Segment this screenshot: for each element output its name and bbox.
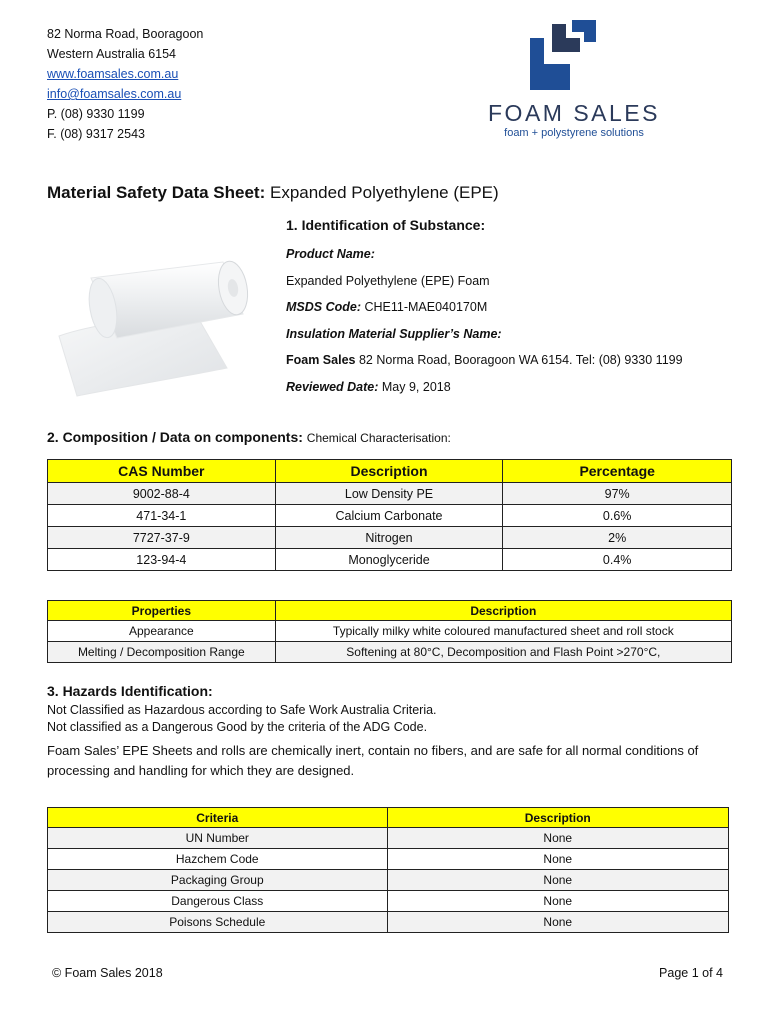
foam-sales-logo bbox=[474, 20, 674, 145]
column-header: Percentage bbox=[503, 460, 732, 483]
table-row bbox=[48, 483, 732, 505]
table-row bbox=[48, 621, 732, 642]
address-line-1: 82 Norma Road, Booragoon bbox=[47, 27, 204, 41]
foam-roll-image bbox=[47, 218, 267, 418]
table-cell: None bbox=[387, 891, 728, 912]
table-row bbox=[48, 828, 729, 849]
hazard-criteria-table bbox=[47, 807, 729, 933]
table-row bbox=[48, 870, 729, 891]
column-header: Criteria bbox=[48, 808, 388, 828]
logo-tagline: foam + polystyrene solutions bbox=[504, 127, 644, 139]
column-header: Description bbox=[275, 601, 731, 621]
table-row bbox=[48, 891, 729, 912]
supplier-name: Foam Sales bbox=[286, 353, 356, 367]
composition-heading-text: 2. Composition / Data on components: bbox=[47, 429, 303, 445]
properties-table-header bbox=[48, 601, 732, 621]
composition-table bbox=[47, 459, 732, 571]
supplier-details: 82 Norma Road, Booragoon WA 6154. Tel: (08) 9330 1199 bbox=[358, 353, 683, 367]
composition-subheading: Chemical Characterisation: bbox=[306, 431, 451, 445]
table-cell: None bbox=[387, 912, 728, 933]
table-row bbox=[48, 527, 732, 549]
hazards-line-1: Not Classified as Hazardous according to Safe Work Australia Criteria. bbox=[47, 703, 437, 717]
hazards-section bbox=[47, 683, 737, 781]
hazard-table-header bbox=[48, 808, 729, 828]
composition-heading bbox=[47, 429, 451, 445]
table-cell: 0.6% bbox=[503, 505, 732, 527]
supplier-label: Insulation Material Supplier’s Name: bbox=[286, 326, 502, 341]
foam-sales-logo-mark-icon bbox=[526, 20, 598, 92]
email-link[interactable]: info@foamsales.com.au bbox=[47, 87, 182, 101]
table-cell: Typically milky white coloured manufactured sheet and roll stock bbox=[275, 621, 731, 642]
logo-wordmark: FOAM SALES bbox=[488, 100, 660, 126]
table-cell: Appearance bbox=[48, 621, 276, 642]
properties-table bbox=[47, 600, 732, 663]
table-cell: Monoglyceride bbox=[275, 549, 503, 571]
column-header: Properties bbox=[48, 601, 276, 621]
reviewed-date-label: Reviewed Date: bbox=[286, 379, 379, 394]
table-cell: None bbox=[387, 870, 728, 891]
website-link[interactable]: www.foamsales.com.au bbox=[47, 67, 179, 81]
table-cell: 2% bbox=[503, 527, 732, 549]
msds-code-value: CHE11-MAE040170M bbox=[364, 300, 488, 314]
table-cell: Nitrogen bbox=[275, 527, 503, 549]
document-title-label: Material Safety Data Sheet: bbox=[47, 183, 266, 202]
address-line-2: Western Australia 6154 bbox=[47, 47, 177, 61]
table-row bbox=[48, 642, 732, 663]
identification-section bbox=[286, 217, 746, 403]
table-cell: 97% bbox=[503, 483, 732, 505]
table-row bbox=[48, 849, 729, 870]
column-header: Description bbox=[387, 808, 728, 828]
table-cell: Calcium Carbonate bbox=[275, 505, 503, 527]
table-row bbox=[48, 912, 729, 933]
table-cell: 0.4% bbox=[503, 549, 732, 571]
table-cell: Poisons Schedule bbox=[48, 912, 388, 933]
column-header: Description bbox=[275, 460, 503, 483]
table-cell: Softening at 80°C, Decomposition and Flash Point >270°C, bbox=[275, 642, 731, 663]
hazards-paragraph: Foam Sales’ EPE Sheets and rolls are chemically inert, contain no fibers, and are safe for all normal conditions of processing and handling for which they are designed. bbox=[47, 743, 699, 778]
footer-page-number: Page 1 of 4 bbox=[659, 966, 723, 980]
table-row bbox=[48, 505, 732, 527]
composition-table-header bbox=[48, 460, 732, 483]
table-cell: Low Density PE bbox=[275, 483, 503, 505]
table-row bbox=[48, 549, 732, 571]
table-cell: 7727-37-9 bbox=[48, 527, 276, 549]
company-address-block bbox=[47, 24, 203, 144]
document-title bbox=[47, 183, 499, 203]
product-name-value: Expanded Polyethylene (EPE) Foam bbox=[286, 273, 490, 288]
reviewed-date-value: May 9, 2018 bbox=[381, 379, 451, 394]
hazards-heading: 3. Hazards Identification: bbox=[47, 683, 213, 699]
table-cell: Packaging Group bbox=[48, 870, 388, 891]
document-title-value: Expanded Polyethylene (EPE) bbox=[269, 183, 499, 202]
identification-heading: 1. Identification of Substance: bbox=[286, 217, 486, 233]
hazards-line-2: Not classified as a Dangerous Good by the criteria of the ADG Code. bbox=[47, 720, 428, 734]
table-cell: None bbox=[387, 849, 728, 870]
table-cell: 9002-88-4 bbox=[48, 483, 276, 505]
table-cell: None bbox=[387, 828, 728, 849]
table-cell: Hazchem Code bbox=[48, 849, 388, 870]
footer-copyright: © Foam Sales 2018 bbox=[52, 966, 163, 980]
table-cell: 123-94-4 bbox=[48, 549, 276, 571]
column-header: CAS Number bbox=[48, 460, 276, 483]
product-name-label: Product Name: bbox=[286, 247, 375, 261]
table-cell: Dangerous Class bbox=[48, 891, 388, 912]
fax-number: F. (08) 9317 2543 bbox=[47, 127, 145, 141]
table-cell: Melting / Decomposition Range bbox=[48, 642, 276, 663]
table-cell: 471-34-1 bbox=[48, 505, 276, 527]
phone-number: P. (08) 9330 1199 bbox=[47, 107, 145, 121]
table-cell: UN Number bbox=[48, 828, 388, 849]
msds-code-label: MSDS Code: bbox=[286, 300, 361, 314]
